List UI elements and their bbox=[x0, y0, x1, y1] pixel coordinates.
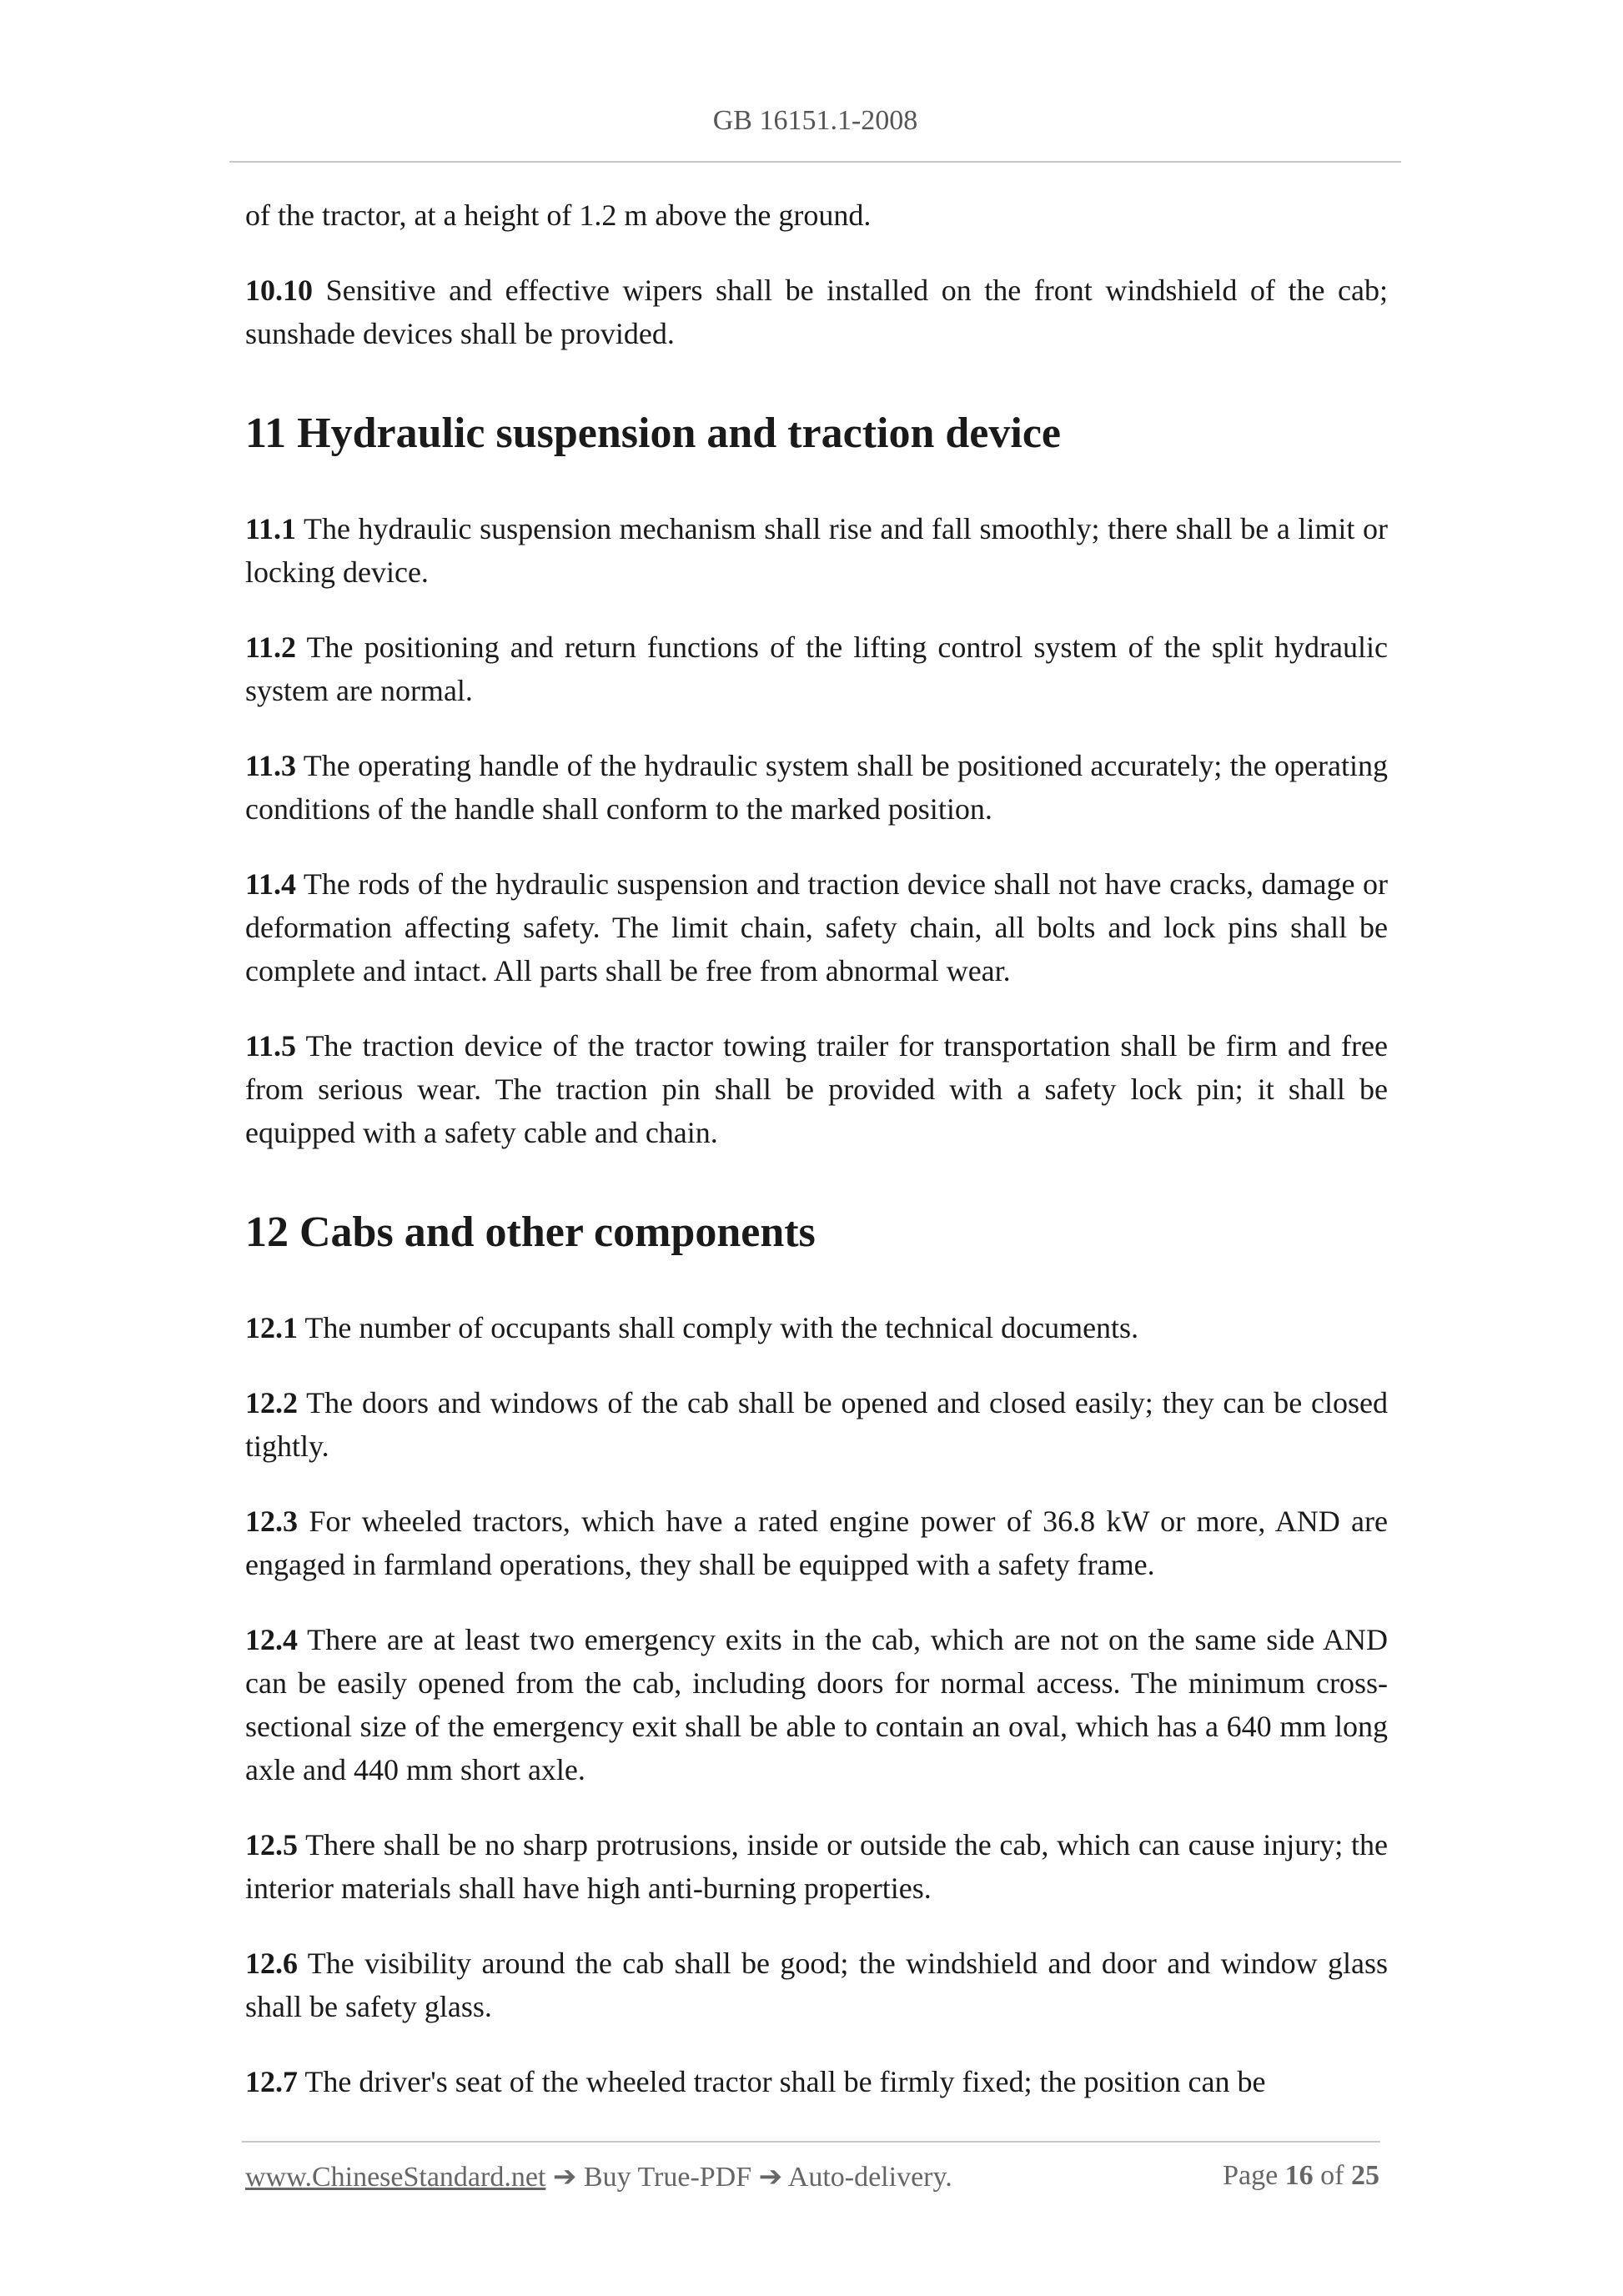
clause-text: The rods of the hydraulic suspension and traction device shall not have cracks, damage or deformation affecting safety. The limit chain, safety chain, all bolts and lock pins shall be complete and intact. All parts shall be free from abnormal wear. bbox=[245, 867, 1388, 987]
clause-12-7 bbox=[245, 2060, 1388, 2103]
clause-text: The doors and windows of the cab shall be opened and closed easily; they can be closed tightly. bbox=[245, 1386, 1388, 1463]
total-pages-number: 25 bbox=[1351, 2160, 1379, 2191]
section-heading-11: 11 Hydraulic suspension and traction device bbox=[245, 409, 1061, 457]
clause-number: 11.2 bbox=[245, 631, 297, 664]
clause-number: 11.3 bbox=[245, 749, 297, 782]
arrow-right-icon: ➔ bbox=[758, 2162, 783, 2193]
clause-text: The visibility around the cab shall be good; the windshield and door and window glass shall be safety glass. bbox=[245, 1947, 1388, 2023]
clause-number: 12.5 bbox=[245, 1828, 298, 1861]
auto-delivery-text: Auto-delivery. bbox=[782, 2162, 952, 2193]
clause-text: The operating handle of the hydraulic system shall be positioned accurately; the operating conditions of the handle shall conform to the marked position. bbox=[245, 749, 1388, 826]
clause-number: 11.4 bbox=[245, 867, 297, 901]
clause-12-2 bbox=[245, 1381, 1388, 1468]
clause-12-3 bbox=[245, 1500, 1388, 1586]
clause-12-4 bbox=[245, 1618, 1388, 1791]
clause-11-3 bbox=[245, 744, 1388, 831]
clause-11-1 bbox=[245, 507, 1388, 594]
section-heading-12: 12 Cabs and other components bbox=[245, 1208, 816, 1256]
clause-12-5 bbox=[245, 1823, 1388, 1910]
footer-promo bbox=[245, 2160, 952, 2193]
clause-11-5 bbox=[245, 1024, 1388, 1154]
clause-text: The hydraulic suspension mechanism shall rise and fall smoothly; there shall be a limit or locking device. bbox=[245, 512, 1388, 589]
clause-12-6 bbox=[245, 1942, 1388, 2028]
arrow-right-icon: ➔ bbox=[552, 2162, 577, 2193]
clause-text: There shall be no sharp protrusions, inside or outside the cab, which can cause injury; the interior materials shall have high anti-burning properties. bbox=[245, 1828, 1388, 1905]
clause-text: The driver's seat of the wheeled tractor shall be firmly fixed; the position can be bbox=[298, 2065, 1266, 2098]
clause-text: For wheeled tractors, which have a rated engine power of 36.8 kW or more, AND are engaged in farmland operations, they shall be equipped with a safety frame. bbox=[245, 1505, 1388, 1581]
clause-number: 12.4 bbox=[245, 1623, 298, 1656]
clause-text: The traction device of the tractor towing trailer for transportation shall be firm and free from serious wear. The traction pin shall be provided with a safety lock pin; it shall be equipped with a safety cable and chain. bbox=[245, 1029, 1388, 1149]
clause-number: 11.5 bbox=[245, 1029, 297, 1063]
clause-number: 12.1 bbox=[245, 1311, 298, 1344]
clause-text: Sensitive and effective wipers shall be installed on the front windshield of the cab; sunshade devices shall be provided. bbox=[245, 274, 1388, 350]
document-header: GB 16151.1-2008 bbox=[712, 105, 918, 136]
current-page-number: 16 bbox=[1284, 2160, 1314, 2191]
clause-11-4 bbox=[245, 862, 1388, 992]
clause-text: The positioning and return functions of the lifting control system of the split hydraulic system are normal. bbox=[245, 631, 1388, 707]
clause-number: 12.2 bbox=[245, 1386, 298, 1419]
clause-text: The number of occupants shall comply with the technical documents. bbox=[298, 1311, 1139, 1344]
document-body bbox=[245, 193, 1388, 2135]
clause-number: 11.1 bbox=[245, 512, 297, 545]
website-link[interactable]: www.ChineseStandard.net bbox=[245, 2162, 546, 2193]
buy-pdf-text: Buy True-PDF bbox=[576, 2162, 759, 2193]
paragraph-continuation: of the tractor, at a height of 1.2 m above the ground. bbox=[245, 198, 872, 232]
footer-divider bbox=[242, 2141, 1380, 2143]
of-word: of bbox=[1313, 2160, 1351, 2191]
clause-number: 12.6 bbox=[245, 1947, 298, 1980]
clause-11-2 bbox=[245, 625, 1388, 712]
clause-number: 10.10 bbox=[245, 274, 313, 307]
clause-10-10 bbox=[245, 269, 1388, 355]
page-indicator bbox=[1223, 2160, 1379, 2192]
page-word: Page bbox=[1223, 2160, 1285, 2191]
clause-text: There are at least two emergency exits in the cab, which are not on the same side AND can be easily opened from the cab, including doors for normal access. The minimum cross-sectional size of the emergency exit shall be able to contain an oval, which has a 640 mm long axle and 440 mm short axle. bbox=[245, 1623, 1388, 1786]
clause-number: 12.3 bbox=[245, 1505, 298, 1538]
clause-number: 12.7 bbox=[245, 2065, 298, 2098]
header-divider bbox=[229, 161, 1401, 163]
clause-12-1 bbox=[245, 1306, 1388, 1349]
